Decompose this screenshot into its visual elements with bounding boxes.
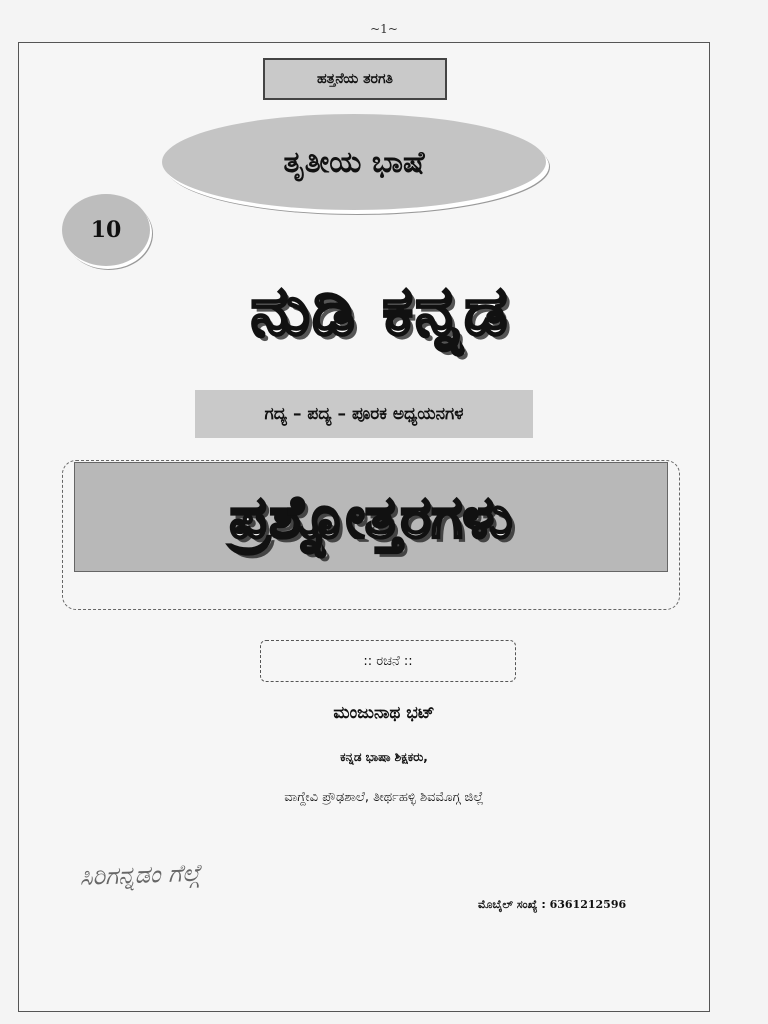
mobile-number: 6361212596 [549,898,627,911]
page-number: ~1~ [370,22,398,36]
handwritten-note: ಸಿರಿಗನ್ನಡಂ ಗೆಲ್ಗೆ [79,858,201,891]
author-heading: :: ರಚನೆ :: [260,640,516,682]
subject-bar: ಗದ್ಯ – ಪದ್ಯ – ಪೂರಕ ಅಧ್ಯಯನಗಳ [195,390,533,438]
author-name: ಮಂಜುನಾಥ ಭಟ್ [333,703,435,723]
grade-badge: 10 [62,194,150,266]
qa-title: ಪ್ರಶ್ನೋತ್ತರಗಳು [74,462,668,572]
main-title: ನುಡಿ ಕನ್ನಡ [250,272,510,351]
author-school: ವಾಗ್ದೇವಿ ಪ್ರೌಢಶಾಲೆ, ತೀರ್ಥಹಳ್ಳಿ ಶಿವಮೊಗ್ಗ ಜಿಲ್ಲೆ [284,790,484,805]
class-label: ಹತ್ತನೆಯ ತರಗತಿ [263,58,447,100]
language-oval: ತೃತೀಯ ಭಾಷೆ [162,114,546,210]
mobile-label: ಮೊಬೈಲ್ ಸಂಖ್ಯೆ : [478,898,550,911]
mobile-contact [478,898,688,912]
author-role: ಕನ್ನಡ ಭಾಷಾ ಶಿಕ್ಷಕರು, [340,750,428,764]
